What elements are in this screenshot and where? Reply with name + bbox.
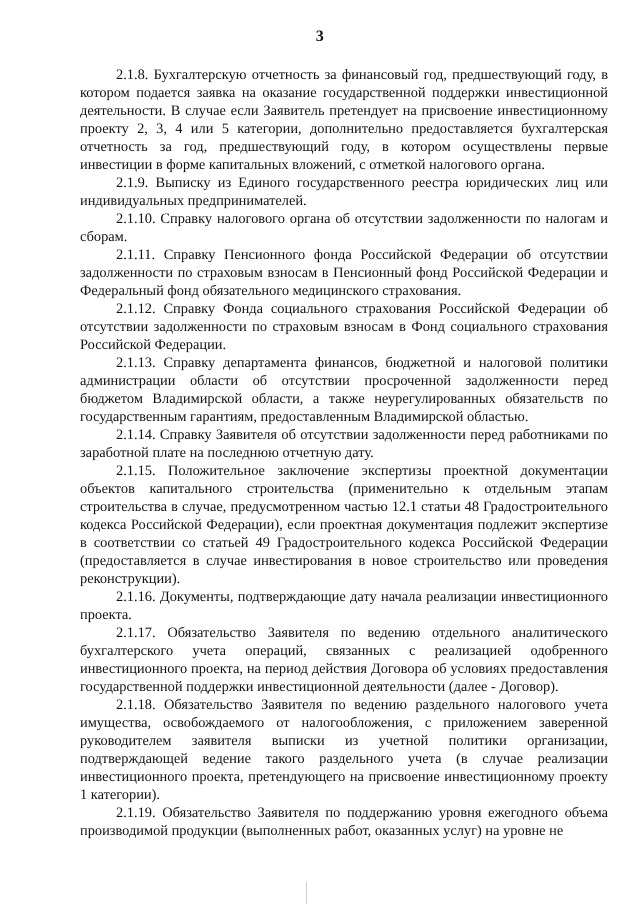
paragraph-2-1-9: 2.1.9. Выписку из Единого государственного реестра юридических лиц или индивидуальных предпринимателей. <box>80 175 608 209</box>
paragraph-2-1-16: 2.1.16. Документы, подтверждающие дату начала реализации инвестиционного проекта. <box>80 589 608 623</box>
paragraph-2-1-10: 2.1.10. Справку налогового органа об отсутствии задолженности по налогам и сборам. <box>80 211 608 245</box>
paragraph-2-1-17: 2.1.17. Обязательство Заявителя по ведению отдельного аналитического бухгалтерского учета операций, связанных с реализацией одобренного инвестиционного проекта, на период действия Договора об условиях предоставления государственной поддержки инвестиционной деятельности (далее - Договор). <box>80 625 608 695</box>
paragraph-2-1-15: 2.1.15. Положительное заключение экспертизы проектной документации объектов капитального строительства (применительно к отдельным этапам строительства в случае, предусмотренном частью 12.1 статьи 48 Градостроительного кодекса Российской Федерации), если проектная документация подлежит экспертизе в соответствии со статьей 49 Градостроительного кодекса Российской Федерации (предоставляется в случае инвестирования в новое строительство или проведения реконструкции). <box>80 463 608 587</box>
scan-artifact-line <box>306 882 307 904</box>
paragraph-2-1-12: 2.1.12. Справку Фонда социального страхования Российской Федерации об отсутствии задолженности по страховым взносам в Фонд социального страхования Российской Федерации. <box>80 301 608 353</box>
paragraph-2-1-18: 2.1.18. Обязательство Заявителя по ведению раздельного налогового учета имущества, освобождаемого от налогообложения, с приложением заверенной руководителем заявителя выписки из учетной политики организации, подтверждающей ведение такого раздельного учета (в случае реализации инвестиционного проекта, претендующего на присвоение инвестиционному проекту 1 категории). <box>80 697 608 803</box>
document-body <box>80 66 608 840</box>
paragraph-2-1-8: 2.1.8. Бухгалтерскую отчетность за финансовый год, предшествующий году, в котором подается заявка на оказание государственной поддержки инвестиционной деятельности. В случае если Заявитель претендует на присвоение инвестиционному проекту 2, 3, 4 или 5 категории, дополнительно предоставляется бухгалтерская отчетность за год, предшествующий году, в котором осуществлены первые инвестиции в форме капитальных вложений, с отметкой налогового органа. <box>80 67 608 173</box>
paragraph-2-1-19: 2.1.19. Обязательство Заявителя по поддержанию уровня ежегодного объема производимой продукции (выполненных работ, оказанных услуг) на уровне не <box>80 805 608 839</box>
paragraph-2-1-13: 2.1.13. Справку департамента финансов, бюджетной и налоговой политики администрации области об отсутствии просроченной задолженности перед бюджетом Владимирской области, а также неурегулированных обязательств по государственным гарантиям, предоставленным Владимирской областью. <box>80 355 608 425</box>
page-number: 3 <box>315 28 325 45</box>
paragraph-2-1-14: 2.1.14. Справку Заявителя об отсутствии задолженности перед работниками по заработной плате на последнюю отчетную дату. <box>80 427 608 461</box>
paragraph-2-1-11: 2.1.11. Справку Пенсионного фонда Российской Федерации об отсутствии задолженности по страховым взносам в Пенсионный фонд Российской Федерации и Федеральный фонд обязательного медицинского страхования. <box>80 247 608 299</box>
